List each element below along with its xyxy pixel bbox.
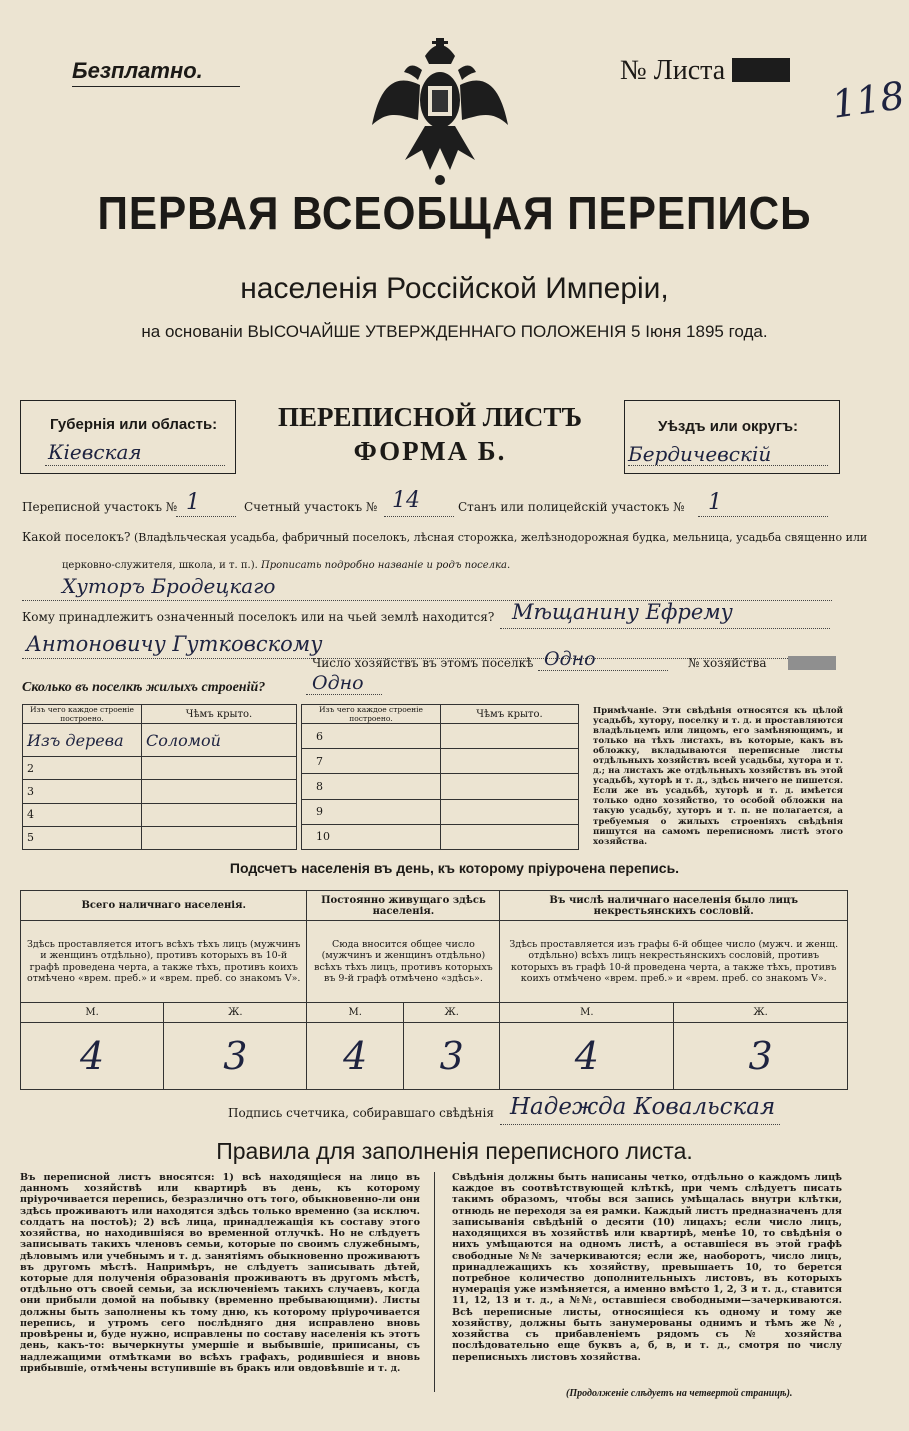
table-row — [302, 749, 579, 774]
table-row — [302, 799, 579, 824]
row-number: 8 — [302, 774, 441, 799]
tally-value-total-m: 4 — [21, 1022, 164, 1089]
imperial-eagle-emblem — [370, 30, 510, 190]
rules-continued: (Продолженіе слѣдуетъ на четвертой страницѣ). — [566, 1388, 793, 1399]
building-material: Изъ дерева — [27, 730, 124, 750]
row-number: 2 — [23, 757, 142, 780]
table-row — [23, 780, 297, 803]
buildings-col-roof: Чѣмъ крыто. — [142, 705, 297, 724]
tally-col1-text: Здѣсь проставляется итогъ всѣхъ тѣхъ лицъ (мужчинъ и женщинъ отдѣльно), противъ которыхъ въ 10-й графѣ проведена черта, а также тѣхъ, противъ коихъ отмѣчено «врем. преб.» и «врем. преб. со знакомъ V». — [21, 921, 307, 1002]
settlement-hint3: Прописать подробно названіе и родъ поселка. — [260, 560, 511, 571]
table-row — [302, 724, 579, 749]
census-subtitle: населенія Россійской Имперіи, — [240, 272, 669, 305]
free-underline — [72, 86, 240, 87]
household-number-blot — [788, 656, 836, 670]
buildings-col-material: Изъ чего каждое строеніе построено. — [23, 705, 142, 724]
census-section-value: 1 — [186, 490, 200, 515]
settlement-hint-line2 — [62, 560, 510, 571]
tally-m-2: М. — [307, 1002, 403, 1022]
sheet-number-label: № Листа — [620, 55, 726, 86]
tally-value-nonpeasant-m: 4 — [500, 1022, 674, 1089]
table-row — [302, 774, 579, 799]
row-number: 7 — [302, 749, 441, 774]
tally-col2-head: Постоянно живущаго здѣсь населенія. — [307, 891, 500, 921]
row-number: 9 — [302, 799, 441, 824]
row-number: 6 — [302, 724, 441, 749]
tally-value-permanent-m: 4 — [307, 1022, 403, 1089]
tally-value-total-f: 3 — [164, 1022, 307, 1089]
district-value: Бердичевскій — [628, 442, 772, 466]
buildings-col-roof-2: Чѣмъ крыто. — [441, 705, 579, 724]
owner-value-1: Мѣщанину Ефрему — [512, 600, 733, 624]
stan-value: 1 — [708, 490, 722, 515]
census-section-label: Переписной участокъ № — [22, 500, 178, 514]
settlement-question: Какой поселокъ? — [22, 530, 131, 544]
tally-col2-text: Сюда вносится общее число (мужчинъ и женщинъ отдѣльно) всѣхъ тѣхъ лицъ, противъ которыхъ въ 9-й графѣ отмѣчено «здѣсь». — [307, 921, 500, 1002]
table-row — [23, 757, 297, 780]
row-number: 5 — [23, 826, 142, 849]
sheet-number-blot — [732, 58, 790, 82]
households-value: Одно — [544, 648, 596, 670]
census-basis: на основаніи ВЫСОЧАЙШЕ УТВЕРЖДЕННАГО ПОЛОЖЕНІЯ 5 Іюня 1895 года. — [141, 322, 768, 341]
buildings-label: Сколько въ поселкѣ жилыхъ строеній? — [22, 680, 266, 695]
buildings-note: Примѣчаніе. Эти свѣдѣнія относятся къ цѣлой усадьбѣ, хутору, поселку и т. д. и проставляются владѣльцемъ или лицомъ, его замѣняющимъ, и только на тѣхъ листахъ, въ которые, какъ въ обложку, вкладываются переписные листы отдѣльныхъ хозяйствъ всей усадьбы, хутора и т. д.; на листахъ же отдѣльныхъ хозяйствъ въ этой усадьбѣ, хуторѣ и т. д., здѣсь ничего не пишется. Если же въ усадьбѣ, хуторѣ и т. д. имѣется только одно хозяйство, то особой обложки на такую усадьбу, хуторъ и т. п. не полагается, а требуемыя о жилыхъ строеніяхъ свѣдѣнія пишутся на самомъ переписномъ листѣ этого хозяйства. — [593, 706, 843, 847]
province-value: Кіевская — [48, 440, 142, 464]
province-label: Губернія или область: — [50, 416, 218, 433]
district-label: Уѣздъ или округъ: — [658, 418, 799, 435]
tally-col3-text: Здѣсь проставляется изъ графы 6-й общее число (мужч. и женщ. отдѣльно) всѣхъ лицъ некрестьянскихъ сословій, противъ которыхъ въ графѣ 10-й проведена черта, а также тѣхъ, противъ коихъ отмѣчено «врем. преб.» и «врем. преб. со знакомъ V». — [500, 921, 848, 1002]
table-row — [23, 803, 297, 826]
signature-label: Подпись счетчика, собиравшаго свѣдѣнія — [228, 1106, 494, 1120]
buildings-col-material-2: Изъ чего каждое строеніе построено. — [302, 705, 441, 724]
tally-f-2: Ж. — [403, 1002, 500, 1022]
buildings-value: Одно — [312, 672, 364, 694]
tally-value-permanent-f: 3 — [403, 1022, 500, 1089]
rules-title: Правила для заполненія переписного листа. — [216, 1138, 693, 1164]
owner-value-2: Антоновичу Гутковскому — [26, 632, 323, 656]
household-number-label: № хозяйства — [688, 656, 767, 670]
count-section-label: Счетный участокъ № — [244, 500, 378, 514]
table-row — [302, 824, 579, 849]
buildings-table-left — [22, 704, 297, 850]
sheet-number-handwritten: 118 — [829, 73, 908, 127]
settlement-label — [22, 530, 882, 544]
tally-title: Подсчетъ населенія въ день, къ которому пріурочена перепись. — [229, 860, 680, 876]
tally-f-1: Ж. — [164, 1002, 307, 1022]
signature-value: Надежда Ковальская — [510, 1094, 776, 1120]
building-roof: Соломой — [146, 730, 221, 750]
tally-table — [20, 890, 848, 1090]
count-section-value: 14 — [392, 488, 420, 513]
rules-left: Въ переписной листъ вносятся: 1) всѣ находящіеся на лицо въ данномъ хозяйствѣ или квартирѣ въ день, къ которому пріурочивается перепись, безразлично отъ того, обыкновенно-ли они здѣсь проживаютъ или находятся здѣсь только временно (за исключ. солдатъ на постоѣ); 2) всѣ лица, принадлежащія къ составу этого хозяйства, но находившіяся во временной отлучкѣ. Но не слѣдуетъ записывать такихъ членовъ семьи, которые по своимъ служебнымъ, дѣловымъ или учебнымъ и т. д. занятіямъ обыкновенно проживаютъ въ другомъ мѣстѣ. Напримѣръ, не слѣдуетъ записывать дѣтей, которые для полученія образованія проживаютъ въ другомъ мѣстѣ, отдѣльно отъ своей семьи, за исключеніемъ такихъ случаевъ, когда они прибыли домой на побывку (временно пребывающими). Листы должны быть заполнены къ тому дню, къ которому пріурочивается перепись, и утромъ сего послѣдняго дня исправлено вновь провѣрены и, буде нужно, исправлены по составу населенія къ этотъ день, какъ-то: вычеркнуты умершіе и выбывшіе, приписаны, съ надлежащими отмѣтками во всѣхъ графахъ, родившіеся и вновь прибывшіе, отмѣчены вступившіе въ бракъ или овдовѣвшіе и т. д. — [20, 1172, 420, 1374]
tally-value-nonpeasant-f: 3 — [674, 1022, 848, 1089]
households-label: Число хозяйствъ въ этомъ поселкѣ — [312, 656, 534, 670]
row-number: 10 — [302, 824, 441, 849]
settlement-value: Хуторъ Бродецкаго — [62, 574, 276, 598]
table-row — [23, 724, 297, 757]
census-title: ПЕРВАЯ ВСЕОБЩАЯ ПЕРЕПИСЬ — [97, 187, 812, 239]
rules-right: Свѣдѣнія должны быть написаны четко, отдѣльно о каждомъ лицѣ каждое въ соотвѣтствующей клѣткѣ, при чемъ слѣдуетъ писать такимъ образомъ, чтобы вся запись умѣщалась внутри клѣтки, отнюдь не переходя за ея рамки. Каждый листъ предназначенъ для записыванія свѣдѣній о десяти (10) лицахъ; если число лицъ, находящихся въ хозяйствѣ или квартирѣ, менѣе 10, то свѣдѣнія о нихъ умѣщаются на одномъ листѣ, а оставшіеся въ этой графѣ свободные №№ зачеркиваются; если же, наоборотъ, число лицъ, принадлежащихъ къ хозяйству, превышаетъ 10, то берется потребное количество дополнительныхъ листовъ, въ которыхъ нумерація уже измѣняется, а именно вмѣсто 1, 2, 3 и т. д., ставится 11, 12, 13 и т. д., а №№, оставшіеся свободными—зачеркиваются. Всѣ переписные листы, относящіеся къ одному и тому же хозяйству, должны быть занумерованы однимъ и тѣмъ же №, хозяйства съ прибавленіемъ рядомъ съ № хозяйства послѣдовательно еще буквъ а, б, в, и т. д., смотря по числу переписныхъ листовъ хозяйства. — [452, 1172, 842, 1363]
settlement-hint2: церковно-служителя, школа, и т. п.). — [62, 560, 258, 571]
free-label: Безплатно. — [72, 58, 203, 83]
form-name: ФОРМА Б. — [353, 436, 507, 466]
row-number: 3 — [23, 780, 142, 803]
settlement-hint: (Владѣльческая усадьба, фабричный поселокъ, лѣсная сторожка, желѣзнодорожная будка, мельница, усадьба священно или — [133, 531, 868, 544]
owner-label: Кому принадлежитъ означенный поселокъ или на чьей землѣ находится? — [22, 610, 495, 624]
buildings-table-right — [301, 704, 579, 850]
row-number: 4 — [23, 803, 142, 826]
tally-f-3: Ж. — [674, 1002, 848, 1022]
rules-divider — [434, 1172, 435, 1392]
tally-m-1: М. — [21, 1002, 164, 1022]
table-row — [23, 826, 297, 849]
tally-m-3: М. — [500, 1002, 674, 1022]
stan-label: Станъ или полицейскій участокъ № — [458, 500, 685, 514]
tally-col1-head: Всего наличнаго населенія. — [21, 891, 307, 921]
sheet-title: ПЕРЕПИСНОЙ ЛИСТЪ — [277, 402, 583, 432]
sheet-number — [620, 55, 790, 87]
tally-col3-head: Въ числѣ наличнаго населенія было лицъ некрестьянскихъ сословій. — [500, 891, 848, 921]
